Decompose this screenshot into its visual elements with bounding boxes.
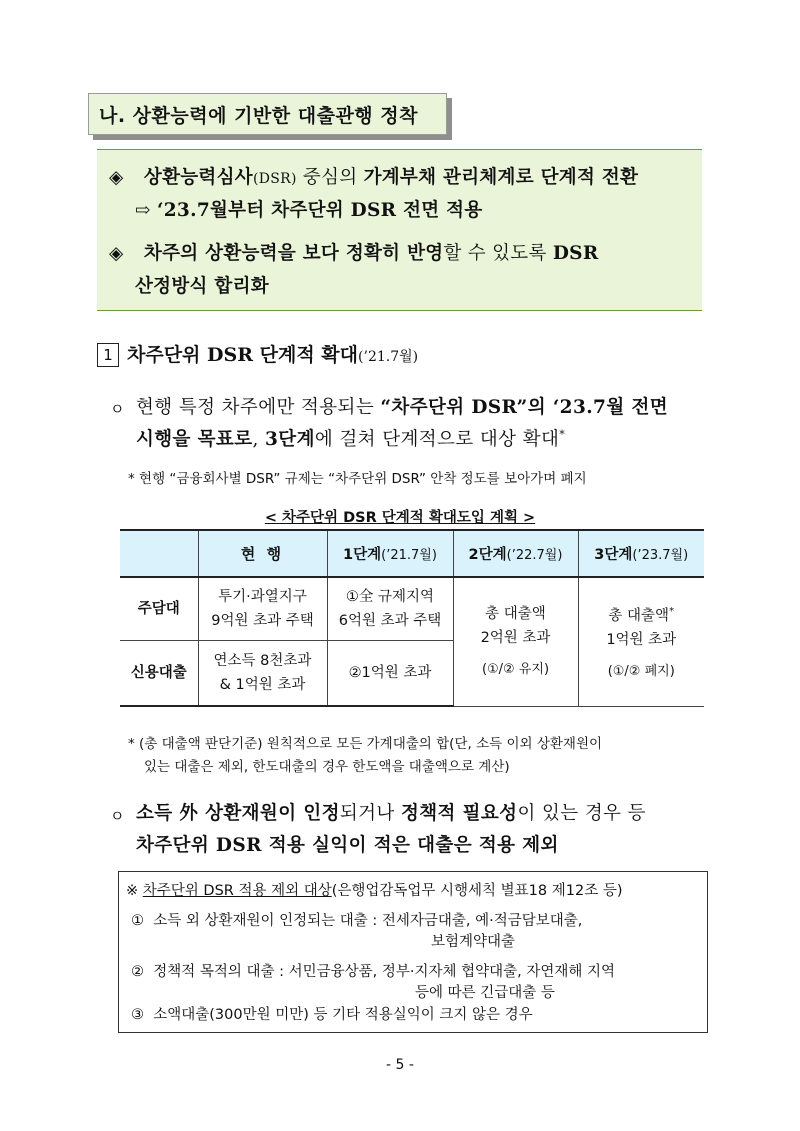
paragraph-1-line-1: 현행 특정 차주에만 적용되는 “차주단위 DSR”의 ‘23.7월 전면 xyxy=(136,397,668,418)
arrow-right-icon: ⇨ xyxy=(135,200,151,221)
exception-item-1-cont: 보험계약대출 xyxy=(431,934,516,950)
section-number-box: 1 xyxy=(97,343,119,367)
header-current: 현 행 xyxy=(198,530,327,577)
diamond-bullet-icon: ◈ xyxy=(109,243,124,264)
table-header-row xyxy=(120,530,704,577)
summary-line-4: 산정방식 합리화 xyxy=(135,276,269,297)
row-label-mortgage: 주담대 xyxy=(120,577,198,641)
exception-item-2: ② 정책적 목적의 대출 : 서민금융상품, 정부·지자체 협약대출, 자연재해 지역 xyxy=(131,964,616,980)
diamond-bullet-icon: ◈ xyxy=(109,167,124,188)
summary-line-1: ◈ 상환능력심사(DSR) 중심의 가계부채 관리체계로 단계적 전환 xyxy=(109,167,639,188)
cell-stage2-merged: 총 대출액 2억원 초과 (①/② 유지) xyxy=(453,577,578,706)
page-number: - 5 - xyxy=(386,1057,414,1073)
subsection-title: 차주단위 DSR 단계적 확대(’21.7월) xyxy=(127,344,419,366)
dsr-plan-table xyxy=(120,529,704,707)
cell-current-credit: 연소득 8천초과 & 1억원 초과 xyxy=(198,641,327,707)
cell-stage3-merged: 총 대출액* 1억원 초과 (①/② 폐지) xyxy=(578,577,704,706)
footnote-1: * 현행 “금융회사별 DSR” 규제는 “차주단위 DSR” 안착 정도를 보아가며 폐지 xyxy=(128,471,587,487)
paragraph-2-line-2: 차주단위 DSR 적용 실익이 적은 대출은 적용 제외 xyxy=(136,835,559,856)
summary-line-2: ⇨ ‘23.7월부터 차주단위 DSR 전면 적용 xyxy=(135,200,483,221)
footnote-2-line-1: * (총 대출액 판단기준) 원칙적으로 모든 가계대출의 합(단, 소득 이외 상환재원이 xyxy=(128,736,603,752)
paragraph-1-line-2: 시행을 목표로, 3단계에 걸쳐 단계적으로 대상 확대* xyxy=(136,427,566,450)
cell-stage1-mortgage: ①全 규제지역 6억원 초과 주택 xyxy=(327,577,453,641)
header-stage-3: 3단계(’23.7월) xyxy=(578,530,704,577)
exception-item-1: ① 소득 외 상환재원이 인정되는 대출 : 전세자금대출, 예·적금담보대출, xyxy=(131,913,583,929)
header-stage-1: 1단계(’21.7월) xyxy=(327,530,453,577)
row-label-credit-loan: 신용대출 xyxy=(120,641,198,707)
table-row xyxy=(120,577,704,641)
summary-line-3: ◈ 차주의 상환능력을 보다 정확히 반영할 수 있도록 DSR xyxy=(109,243,599,264)
exception-item-3: ③ 소액대출(300만원 미만) 등 기타 적용실익이 크지 않은 경우 xyxy=(131,1007,533,1023)
circle-bullet-icon: ㅇ xyxy=(110,807,125,825)
table-caption: < 차주단위 DSR 단계적 확대도입 계획 > xyxy=(264,510,536,526)
cell-current-mortgage: 투기·과열지구 9억원 초과 주택 xyxy=(198,577,327,641)
summary-box xyxy=(97,149,702,311)
header-stage-2: 2단계(’22.7월) xyxy=(453,530,578,577)
circle-bullet-icon: ㅇ xyxy=(110,400,125,418)
footnote-2-line-2: 있는 대출은 제외, 한도대출의 경우 한도액을 대출액으로 계산) xyxy=(144,759,510,775)
cell-stage1-credit: ②1억원 초과 xyxy=(327,641,453,707)
paragraph-2-line-1: 소득 外 상환재원이 인정되거나 정책적 필요성이 있는 경우 등 xyxy=(136,803,646,824)
exceptions-box xyxy=(118,871,708,1033)
header-empty xyxy=(120,530,198,577)
section-heading-box xyxy=(88,93,447,135)
exception-item-2-cont: 등에 따른 긴급대출 등 xyxy=(415,985,555,1001)
exceptions-title: ※ 차주단위 DSR 적용 제외 대상(은행업감독업무 시행세칙 별표18 제12조 등) xyxy=(126,883,623,899)
section-heading: 나. 상환능력에 기반한 대출관행 정착 xyxy=(99,105,418,127)
